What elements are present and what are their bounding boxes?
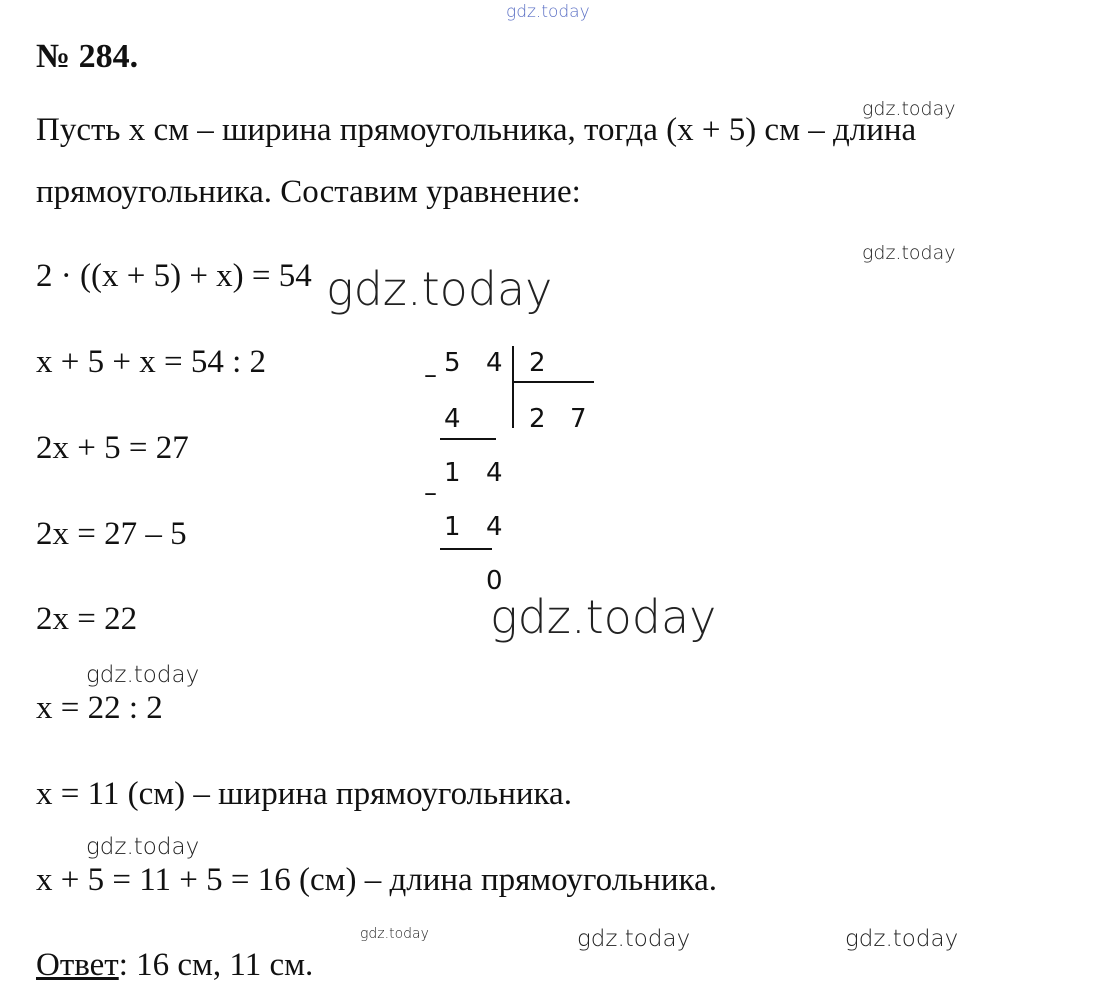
solution-step-2: x + 5 + x = 54 : 2: [36, 344, 267, 380]
step1-remainder-digit-1: 1: [444, 458, 461, 488]
step2-subtrahend-digit-2: 4: [486, 512, 503, 542]
watermark-bottom-mid: gdz.today: [577, 926, 691, 952]
intro-line-1: Пусть x см – ширина прямоугольника, тогда (x + 5) см – длина: [36, 112, 917, 148]
answer-line: [36, 945, 313, 985]
watermark-mid-right-2: gdz.today: [862, 242, 956, 264]
watermark-top: gdz.today: [506, 2, 590, 22]
quotient-digit-2: 7: [570, 404, 587, 434]
division-minus-sign-2: –: [424, 478, 437, 508]
solution-step-4: 2x = 27 – 5: [36, 516, 187, 552]
divisor: 2: [529, 348, 546, 378]
step2-underline: [440, 548, 492, 550]
solution-step-7: x = 11 (см) – ширина прямоугольника.: [36, 776, 572, 812]
watermark-left-2: gdz.today: [86, 834, 200, 860]
answer-label: Ответ: [36, 947, 119, 983]
dividend-digit-2: 4: [486, 348, 503, 378]
step1-subtrahend: 4: [444, 404, 461, 434]
step2-subtrahend-digit-1: 1: [444, 512, 461, 542]
watermark-bottom-right: gdz.today: [845, 926, 959, 952]
step1-underline: [440, 438, 496, 440]
watermark-mid-right-1: gdz.today: [862, 98, 956, 120]
problem-title: № 284.: [36, 38, 139, 75]
watermark-bottom-small: gdz.today: [360, 926, 429, 942]
solution-step-3: 2x + 5 = 27: [36, 430, 189, 466]
divisor-underline: [512, 381, 594, 383]
solution-step-5: 2x = 22: [36, 601, 138, 637]
final-remainder: 0: [486, 566, 503, 596]
answer-separator: :: [118, 947, 128, 983]
long-division: [418, 340, 618, 610]
solution-step-8: x + 5 = 11 + 5 = 16 (см) – длина прямоугольника.: [36, 862, 717, 898]
quotient-digit-1: 2: [529, 404, 546, 434]
solution-step-1: 2 · ((x + 5) + x) = 54: [36, 258, 312, 294]
watermark-left-1: gdz.today: [86, 662, 200, 688]
division-vertical-bar: [512, 346, 514, 428]
dividend-digit-1: 5: [444, 348, 461, 378]
step1-remainder-digit-2: 4: [486, 458, 503, 488]
watermark-large-1: gdz.today: [326, 262, 553, 316]
answer-value: 16 см, 11 см.: [127, 947, 314, 983]
intro-line-2: прямоугольника. Составим уравнение:: [36, 174, 581, 210]
watermark-large-2: gdz.today: [490, 590, 717, 644]
solution-step-6: x = 22 : 2: [36, 690, 163, 726]
division-minus-sign-1: –: [424, 360, 437, 390]
